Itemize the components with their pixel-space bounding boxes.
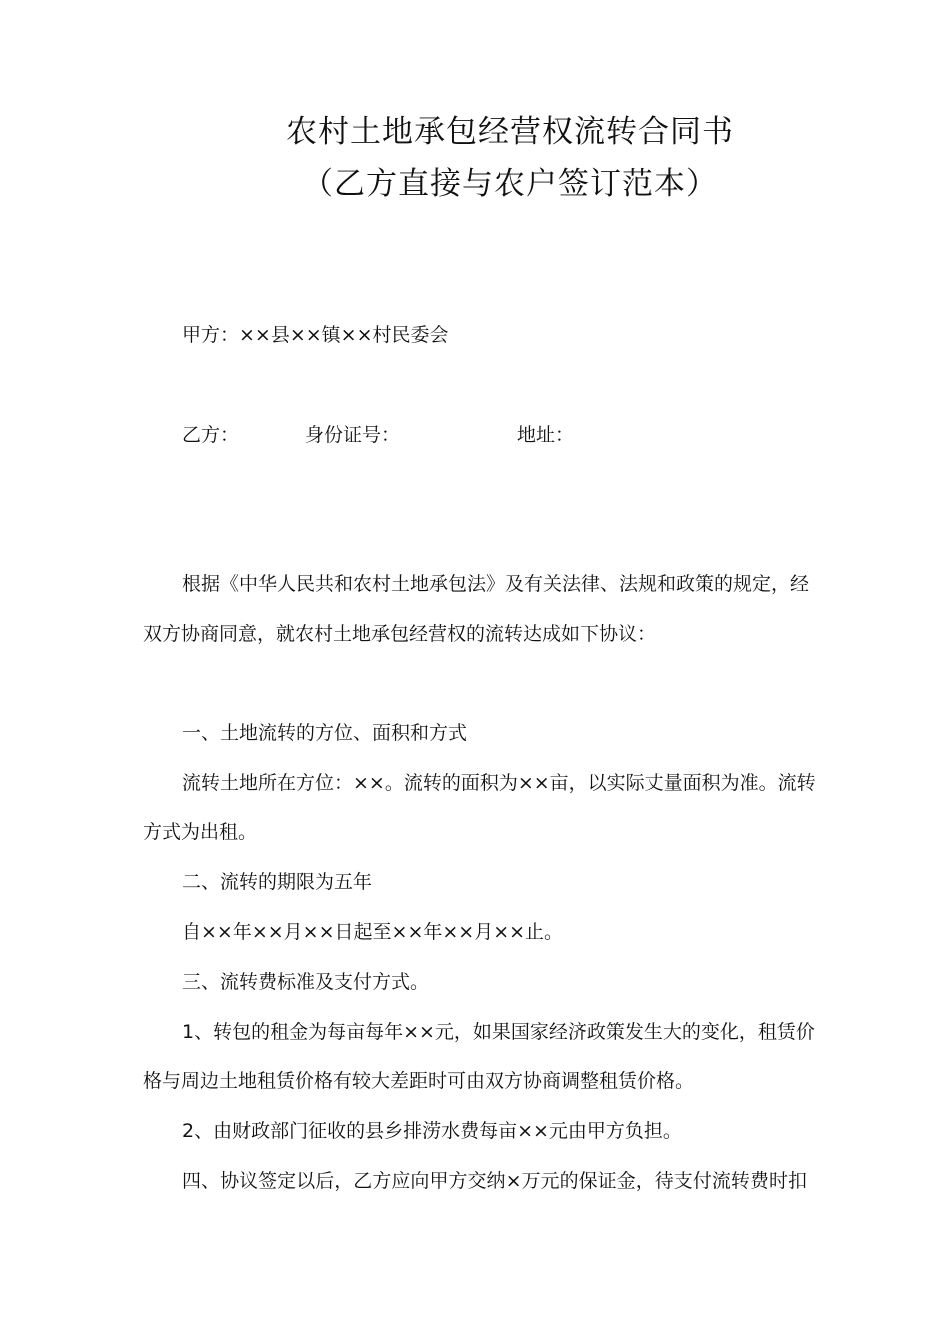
party-a-line: 甲方：××县××镇××村民委会 (182, 324, 449, 346)
document-title: 农村土地承包经营权流转合同书 (286, 114, 734, 150)
section-3-item-2: 2、由财政部门征收的县乡排涝水费每亩××元由甲方负担。 (182, 1120, 682, 1142)
section-2-text: 自××年××月××日起至××年××月××止。 (182, 921, 564, 943)
party-b-label: 乙方： (182, 424, 240, 446)
intro-paragraph-line-2: 双方协商同意，就农村土地承包经营权的流转达成如下协议： (143, 623, 657, 645)
document-subtitle: （乙方直接与农户签订范本） (302, 166, 718, 202)
section-1-text-line-1: 流转土地所在方位：××。流转的面积为××亩，以实际丈量面积为准。流转 (182, 772, 816, 794)
party-b-address-label: 地址： (517, 424, 575, 446)
section-3-item-1-line-2: 格与周边土地租赁价格有较大差距时可由双方协商调整租赁价格。 (143, 1070, 695, 1092)
section-1-text-line-2: 方式为出租。 (143, 821, 258, 843)
section-3-item-1-line-1: 1、转包的租金为每亩每年××元，如果国家经济政策发生大的变化，租赁价 (182, 1021, 815, 1043)
section-1-heading: 一、土地流转的方位、面积和方式 (182, 722, 468, 744)
section-4-text-line-1: 四、协议签定以后，乙方应向甲方交纳×万元的保证金，待支付流转费时扣 (182, 1170, 807, 1192)
section-3-heading: 三、流转费标准及支付方式。 (182, 971, 430, 993)
section-2-heading: 二、流转的期限为五年 (182, 871, 373, 893)
party-b-id-label: 身份证号： (305, 424, 401, 446)
intro-paragraph-line-1: 根据《中华人民共和农村土地承包法》及有关法律、法规和政策的规定，经 (182, 573, 810, 595)
